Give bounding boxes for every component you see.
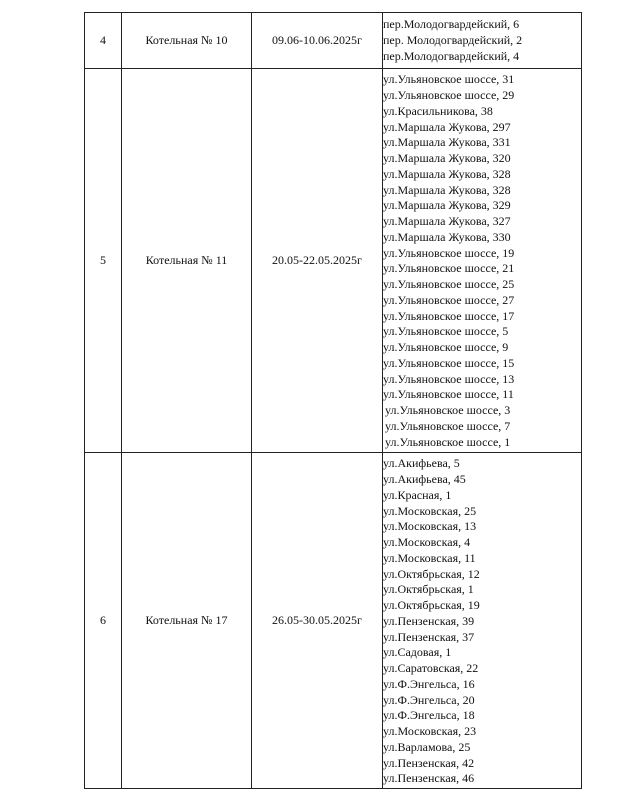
address-line: ул.Саратовская, 22 xyxy=(383,661,479,675)
address-line: ул.Маршала Жукова, 328 xyxy=(383,182,511,197)
address-line: ул.Московская, 13 xyxy=(383,519,477,534)
address-line: ул.Маршала Жукова, 329 xyxy=(383,198,511,213)
address-line: ул.Октябрьская, 19 xyxy=(383,598,480,612)
address-line: ул.Акифьева, 45 xyxy=(383,472,466,486)
address-list xyxy=(383,69,582,453)
address-line: ул.Ульяновское шоссе, 17 xyxy=(383,308,515,323)
row-number: 5 xyxy=(85,69,122,453)
address-line: ул.Пензенская, 37 xyxy=(383,629,475,644)
address-line: ул.Пензенская, 39 xyxy=(383,613,475,628)
address-line: ул.Ульяновское шоссе, 31 xyxy=(383,72,515,87)
address-line: ул.Ульяновское шоссе, 13 xyxy=(383,371,515,386)
address-line: ул.Ф.Энгельса, 16 xyxy=(383,676,475,691)
address-line: пер. Молодогвардейский, 2 xyxy=(383,32,523,47)
shutdown-dates: 20.05-22.05.2025г xyxy=(252,69,383,453)
address-line: ул.Ульяновское шоссе, 21 xyxy=(383,261,515,276)
address-line: ул.Маршала Жукова, 331 xyxy=(383,135,511,150)
boiler-name: Котельная № 11 xyxy=(122,69,252,453)
address-line: ул.Московская, 23 xyxy=(383,724,477,738)
address-line: ул.Маршала Жукова, 330 xyxy=(383,229,511,244)
address-line: ул.Ф.Энгельса, 20 xyxy=(383,692,475,707)
address-list xyxy=(383,13,582,69)
address-line: ул.Ульяновское шоссе, 15 xyxy=(383,355,515,370)
address-line: ул.Московская, 11 xyxy=(383,550,476,565)
address-line: ул.Пензенская, 46 xyxy=(383,771,475,786)
address-line: ул.Маршала Жукова, 297 xyxy=(383,119,511,134)
address-list xyxy=(383,453,582,789)
address-line: ул.Октябрьская, 12 xyxy=(383,566,480,581)
table-row-5 xyxy=(85,69,582,453)
address-line: ул.Московская, 4 xyxy=(383,535,471,549)
address-line: ул.Ульяновское шоссе, 3 xyxy=(385,403,511,417)
address-line: ул.Московская, 25 xyxy=(383,503,477,518)
address-line: ул.Красная, 1 xyxy=(383,487,452,502)
address-line: ул.Ульяновское шоссе, 5 xyxy=(383,324,509,339)
address-line: ул.Ульяновское шоссе, 29 xyxy=(383,88,515,102)
address-line: ул.Садовая, 1 xyxy=(383,645,452,660)
schedule-table-body xyxy=(85,13,582,789)
shutdown-dates: 09.06-10.06.2025г xyxy=(252,13,383,69)
address-line: ул.Акифьева, 5 xyxy=(383,456,460,471)
address-line: ул.Ульяновское шоссе, 1 xyxy=(385,434,511,449)
address-line: ул.Ульяновское шоссе, 7 xyxy=(385,418,511,433)
address-line: пер.Молодогвардейский, 4 xyxy=(383,48,520,63)
boiler-name: Котельная № 10 xyxy=(122,13,252,69)
table-row-4 xyxy=(85,13,582,69)
address-line: ул.Ульяновское шоссе, 25 xyxy=(383,277,515,291)
address-line: ул.Ульяновское шоссе, 9 xyxy=(383,340,509,354)
shutdown-dates: 26.05-30.05.2025г xyxy=(252,453,383,789)
address-line: ул.Ульяновское шоссе, 27 xyxy=(383,292,515,307)
address-line: ул.Ульяновское шоссе, 11 xyxy=(383,387,514,402)
address-line: ул.Ф.Энгельса, 18 xyxy=(383,708,475,723)
address-line: ул.Октябрьская, 1 xyxy=(383,582,474,597)
address-line: ул.Пензенская, 42 xyxy=(383,755,475,770)
address-line: ул.Ульяновское шоссе, 19 xyxy=(383,245,515,260)
address-line: ул.Маршала Жукова, 327 xyxy=(383,214,511,228)
schedule-table xyxy=(84,12,582,789)
row-number: 6 xyxy=(85,453,122,789)
boiler-name: Котельная № 17 xyxy=(122,453,252,789)
table-row-6 xyxy=(85,453,582,789)
address-line: ул.Красильникова, 38 xyxy=(383,103,493,118)
row-number: 4 xyxy=(85,13,122,69)
address-line: пер.Молодогвардейский, 6 xyxy=(383,17,520,31)
address-line: ул.Маршала Жукова, 328 xyxy=(383,166,511,181)
address-line: ул.Варламова, 25 xyxy=(383,739,471,754)
address-line: ул.Маршала Жукова, 320 xyxy=(383,151,511,165)
